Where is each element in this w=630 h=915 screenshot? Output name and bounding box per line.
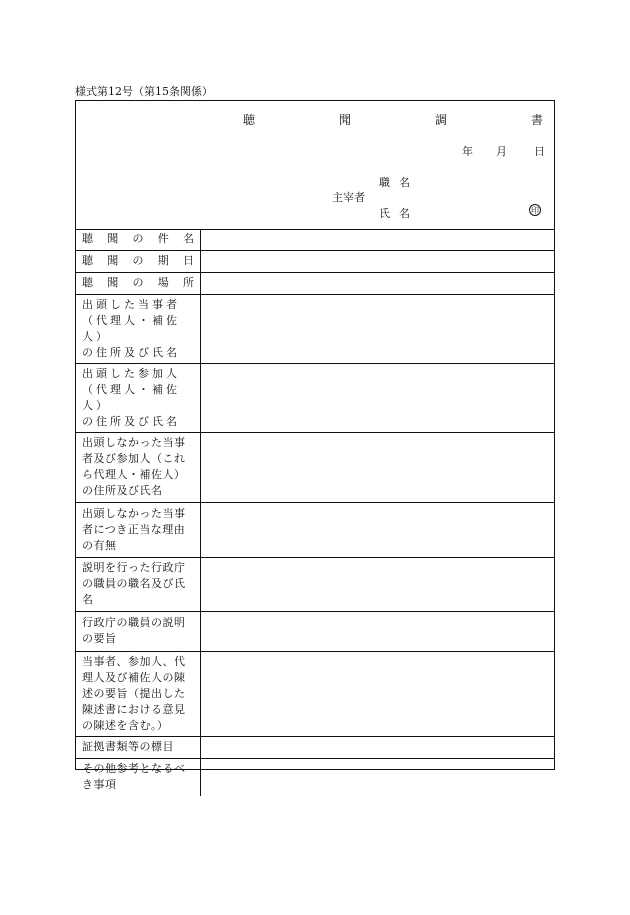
table-row: [76, 557, 554, 611]
row-label: [76, 651, 200, 736]
row-label-text: その他参考となるべ き事項: [82, 762, 186, 792]
date-month-label: 月: [496, 145, 507, 158]
row-label-text: 出頭しなかった当事 者及び参加人（これ ら代理人・補佐人） の住所及び氏名: [82, 436, 186, 497]
row-value-cell[interactable]: [200, 557, 554, 611]
row-label-text: 証拠書類等の標目: [82, 740, 174, 753]
row-label: [76, 363, 200, 432]
row-value-cell[interactable]: [200, 229, 554, 250]
row-label-text: 出頭した参加人 （代理人・補佐人） の住所及び氏名: [82, 366, 180, 428]
table-row: [76, 611, 554, 651]
row-label-text: 聴 聞 の 場 所: [82, 276, 194, 289]
row-label-text: 聴 聞 の 期 日: [82, 254, 194, 267]
row-label: [76, 758, 200, 796]
date-year-label: 年: [462, 145, 473, 158]
row-value-cell[interactable]: [200, 432, 554, 502]
row-label-text: 出頭しなかった当事 者につき正当な理由 の有無: [82, 506, 186, 552]
row-label: [76, 229, 200, 250]
row-value-cell[interactable]: [200, 363, 554, 432]
table-row: [76, 363, 554, 432]
row-value-cell[interactable]: [200, 294, 554, 363]
seal-icon: 印: [531, 206, 539, 215]
row-label-text: 聴 聞 の 件 名: [82, 232, 194, 246]
hearing-record-form: [75, 100, 580, 792]
table-row: [76, 250, 554, 272]
row-label: [76, 611, 200, 651]
row-label: [76, 432, 200, 502]
row-value-cell[interactable]: [200, 502, 554, 557]
name-label: 氏名: [379, 207, 419, 220]
form-number-label: 様式第12号（第15条関係）: [75, 85, 213, 98]
row-label-text: 当事者、参加人、代 理人及び補佐人の陳 述の要旨（提出した 陳述書における意見 の陳述を含む。）: [82, 654, 186, 732]
row-label: [76, 272, 200, 294]
table-row: [76, 736, 554, 758]
row-label: [76, 250, 200, 272]
table-row: [76, 502, 554, 557]
row-value-cell[interactable]: [200, 651, 554, 736]
row-label-text: 説明を行った行政庁 の職員の職名及び氏 名: [82, 561, 186, 606]
row-label: [76, 557, 200, 611]
row-label: [76, 736, 200, 758]
row-value-cell[interactable]: [200, 272, 554, 294]
row-value-cell[interactable]: [200, 758, 554, 796]
row-value-cell[interactable]: [200, 736, 554, 758]
table-row: [76, 229, 554, 250]
presider-label: 主宰者: [332, 191, 365, 204]
table-row: [76, 294, 554, 363]
row-label-text: 行政庁の職員の説明 の要旨: [82, 616, 186, 645]
position-label: 職名: [379, 176, 419, 189]
row-label-text: 出頭した当事者 （代理人・補佐人） の住所及び氏名: [82, 297, 180, 359]
date-day-label: 日: [534, 145, 545, 158]
table-row: [76, 432, 554, 502]
row-label: [76, 502, 200, 557]
record-table: [76, 229, 554, 796]
table-row: [76, 651, 554, 736]
table-row: [76, 758, 554, 796]
form-header: [76, 101, 580, 230]
row-value-cell[interactable]: [200, 250, 554, 272]
table-row: [76, 272, 554, 294]
form-title: 聴 聞 調 書: [243, 113, 580, 127]
row-value-cell[interactable]: [200, 611, 554, 651]
row-label: [76, 294, 200, 363]
